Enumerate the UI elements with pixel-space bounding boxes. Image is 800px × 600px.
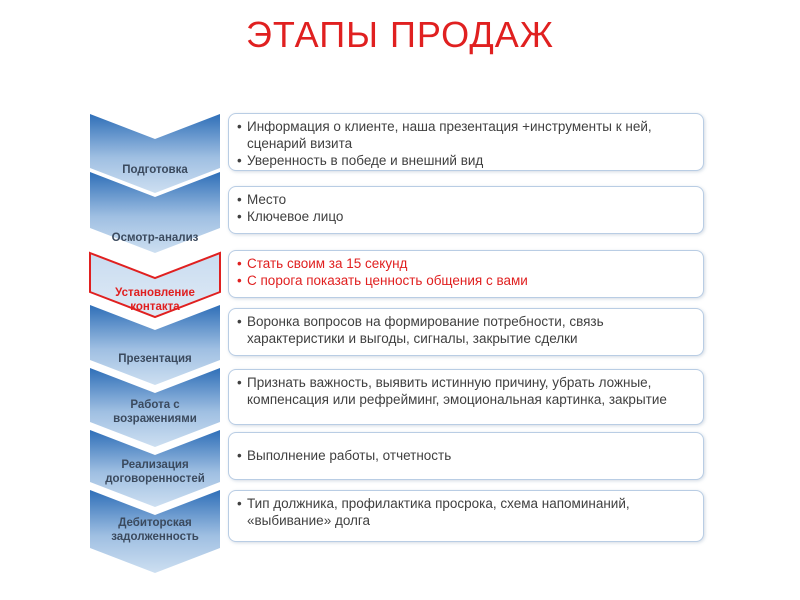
stage-label-ustanovlenie: Установление контакта: [115, 287, 195, 313]
list-item: • С порога показать ценность общения с вами: [237, 272, 693, 289]
stage-box-osmotr: [228, 186, 704, 234]
list-item: • Стать своим за 15 секунд: [237, 255, 693, 272]
stage-box-debitorskaya: [228, 490, 704, 542]
stage-box-vozrazheniya: [228, 369, 704, 425]
page-title: ЭТАПЫ ПРОДАЖ: [246, 14, 554, 55]
list-item: • Признать важность, выявить истинную причину, убрать ложные, компенсация или рефрейминг, эмоциональная картинка, закрытие: [237, 374, 693, 408]
stage-label-podgotovka: Подготовка: [122, 164, 188, 176]
list-item: • Уверенность в победе и внешний вид: [237, 152, 693, 169]
list-item: • Информация о клиенте, наша презентация +инструменты к ней, сценарий визита: [237, 118, 693, 152]
stage-label-osmotr: Осмотр-анализ: [111, 232, 199, 244]
stage-box-realizatsiya: [228, 432, 704, 480]
stage-box-prezentatsiya: [228, 308, 704, 356]
stage-label-realizatsiya: Реализация договоренностей: [105, 459, 205, 485]
stage-label-debitorskaya: Дебиторская задолженность: [111, 517, 199, 543]
stage-label-vozrazheniya: Работа с возражениями: [113, 399, 197, 425]
list-item: • Ключевое лицо: [237, 208, 693, 225]
list-item: • Выполнение работы, отчетность: [237, 447, 693, 464]
stage-label-prezentatsiya: Презентация: [118, 353, 192, 365]
stage-box-podgotovka: [228, 113, 704, 171]
list-item: • Место: [237, 191, 693, 208]
list-item: • Тип должника, профилактика просрока, схема напоминаний, «выбивание» долга: [237, 495, 693, 529]
stage-box-ustanovlenie: [228, 250, 704, 298]
list-item: • Воронка вопросов на формирование потребности, связь характеристики и выгоды, сигналы, закрытие сделки: [237, 313, 693, 347]
